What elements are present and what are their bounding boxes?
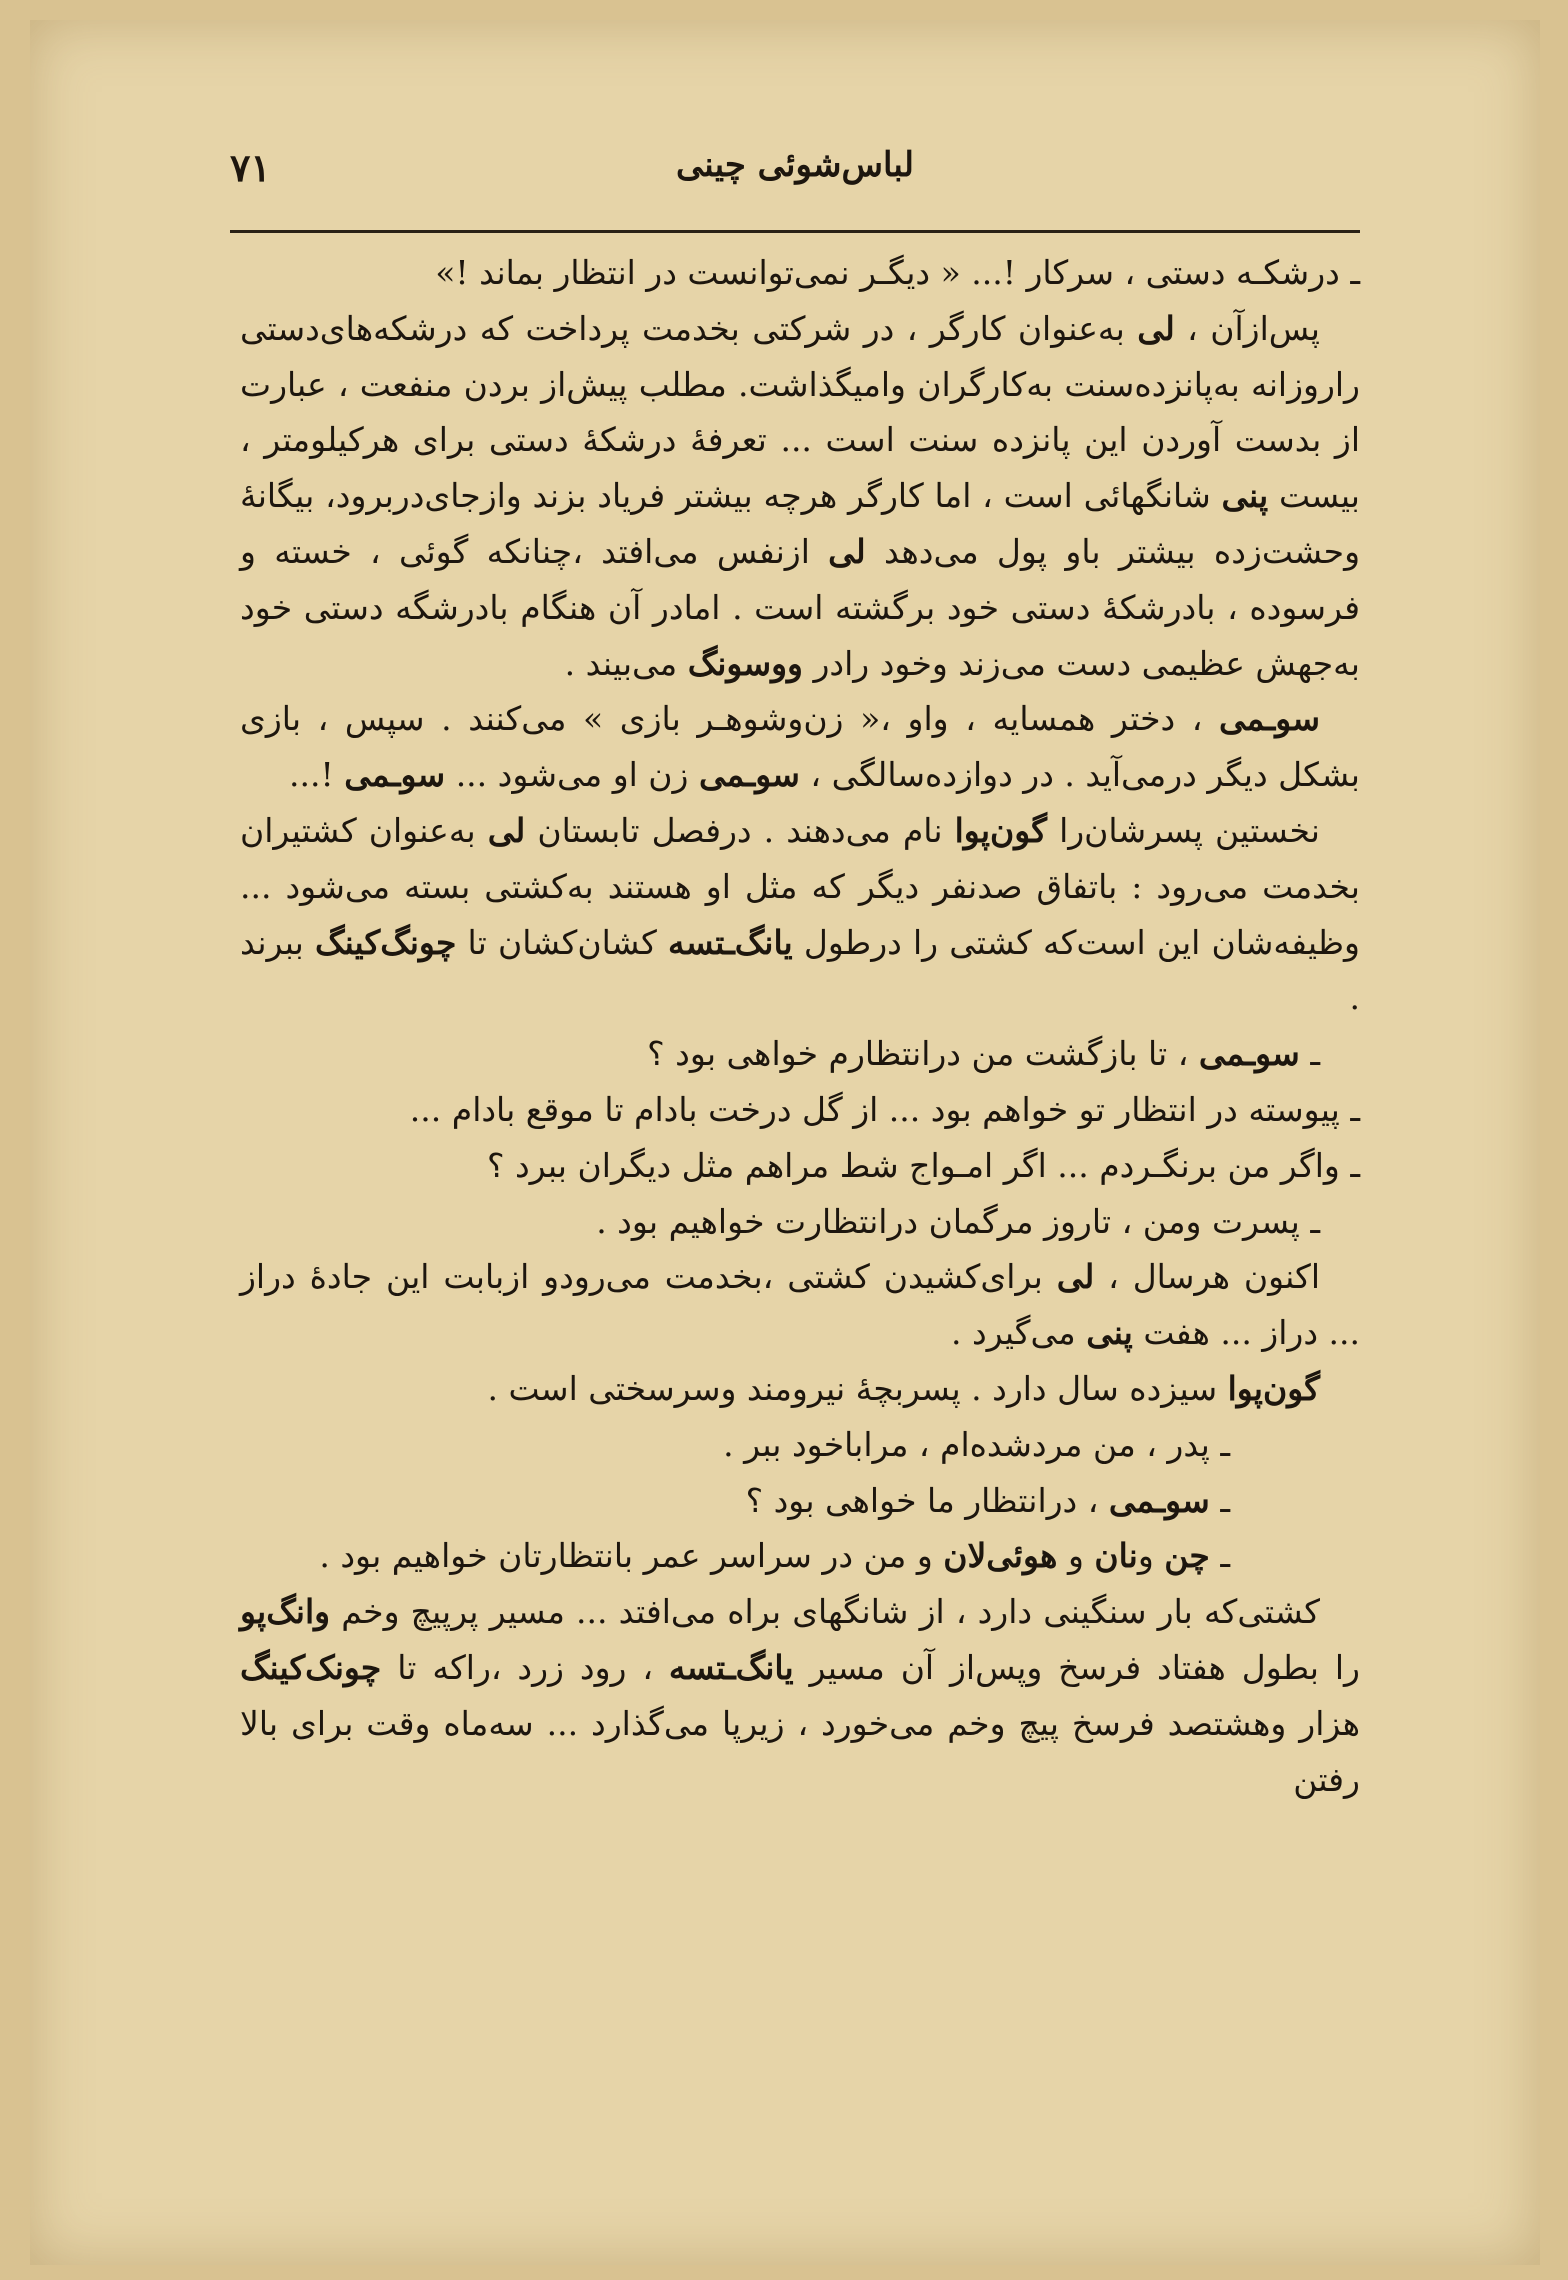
bold-name: سوـمی <box>698 755 800 795</box>
text-run: و من در سراسر عمر بانتظارتان خواهیم بود . <box>319 1536 944 1576</box>
bold-name: سوـمی <box>1198 1034 1300 1074</box>
text-run: به‌عنوان کشتیران بخدمت می‌رود : باتفاق صدنفر دیگر که مثل او هستند به‌کشتی بسته می‌شود ... وظیفه‌شان این است‌که کشتی را درطول <box>240 810 1360 962</box>
text-run: ـ پیوسته در انتظار تو خواهم بود ... از گل درخت بادام تا موقع بادام ... <box>409 1089 1360 1129</box>
running-title: لباس‌شوئی چینی <box>675 145 915 185</box>
bold-name: یانگ‌ـتسه <box>668 922 793 962</box>
paragraph <box>240 1082 1360 1138</box>
text-run: ، تا بازگشت من درانتظارم خواهی بود ؟ <box>647 1034 1199 1074</box>
text-run: سیزده سال دارد . پسربچهٔ نیرومند وسرسختی است . <box>487 1368 1228 1408</box>
body-text <box>240 245 1360 1807</box>
text-run: ـ <box>1209 1536 1230 1576</box>
paragraph <box>240 1194 1360 1250</box>
book-page <box>30 20 1540 2265</box>
text-run: برای‌کشیدن کشتی ،بخدمت می‌رودو ازبابت این جادهٔ دراز ... دراز ... هفت <box>240 1257 1360 1353</box>
bold-name: لی <box>1056 1257 1095 1297</box>
bold-name: نان <box>1094 1536 1138 1576</box>
page-header <box>230 145 1360 205</box>
text-run: می‌گیرد . <box>950 1313 1087 1353</box>
header-rule <box>230 230 1360 233</box>
text-run: کشان‌کشان تا <box>456 922 669 962</box>
text-run: می‌بیند . <box>564 643 688 683</box>
paragraph <box>240 301 1360 692</box>
bold-name: هوئی‌لان <box>943 1536 1058 1576</box>
bold-name: چونک‌کینگ <box>240 1647 382 1687</box>
paragraph <box>240 1584 1360 1807</box>
paragraph <box>240 1361 1360 1417</box>
text-run: زن او می‌شود ... <box>445 755 699 795</box>
bold-name: سو‌ـمی <box>1219 699 1320 739</box>
text-run: ـ پدر ، من مردشده‌ام ، مراباخود ببر . <box>723 1424 1230 1464</box>
text-run: اکنون هرسال ، <box>1094 1257 1321 1297</box>
text-run: ببرند . <box>240 922 1360 1018</box>
paragraph <box>240 1138 1360 1194</box>
text-run: !... <box>289 755 345 795</box>
bold-name: ووسونگ <box>687 643 803 683</box>
bold-name: چونگ‌کینگ <box>315 922 457 962</box>
text-run: نخستین پسرشان‌را <box>1047 810 1320 850</box>
text-run: شانگهائی است ، اما کارگر هرچه بیشتر فریاد بزند وازجای‌دربرود، بیگانهٔ وحشت‌زده بیشتر باو پول می‌دهد <box>240 476 1361 571</box>
text-run: را بطول هفتاد فرسخ وپس‌از آن مسیر <box>793 1647 1360 1687</box>
text-run: ـ پسرت ومن ، تاروز مرگمان درانتظارت خواهیم بود . <box>596 1201 1320 1241</box>
paragraph <box>240 1417 1360 1473</box>
text-run: نام می‌دهند . درفصل تابستان <box>525 810 955 850</box>
bold-name: سوـمی <box>344 755 446 795</box>
paragraph <box>240 245 1360 301</box>
bold-name: لی <box>487 810 526 850</box>
bold-name: گون‌پوا <box>954 810 1048 850</box>
paragraph <box>240 1473 1360 1529</box>
text-run: ازنفس می‌افتد ،چنانکه گوئی ، خسته و فرسوده ، بادرشکهٔ دستی خود برگشته است . امادر آن هنگام بادرشگه دستی خود به‌جهش عظیمی دست می‌زند وخود رادر <box>240 531 1360 683</box>
text-run: ، دختر همسایه ، واو ،« زن‌وشوهـر بازی » می‌کنند . سپس ، بازی بشکل دیگر درمی‌آید . در دوازده‌سالگی ، <box>240 699 1360 795</box>
text-run: ـ درشکـه دستی ، سرکار !... « دیگـر نمی‌توانست در انتظار بماند !» <box>435 253 1360 292</box>
bold-name: پنی <box>1221 476 1269 516</box>
bold-name: لی <box>1137 308 1175 348</box>
text-run: ـ <box>1299 1034 1320 1074</box>
text-run: ، درانتظار ما خواهی بود ؟ <box>745 1480 1109 1520</box>
paragraph <box>240 1528 1360 1584</box>
text-run: هزار وهشتصد فرسخ پیچ وخم می‌خورد ، زیرپا می‌گذارد ... سه‌ماه وقت برای بالا رفتن <box>240 1703 1360 1799</box>
paragraph <box>240 1249 1360 1361</box>
text-run: پس‌ازآن ، <box>1174 308 1320 348</box>
text-run: ، رود زرد ،راکه تا <box>381 1647 669 1687</box>
text-run: ـ <box>1209 1480 1230 1520</box>
bold-name: لی <box>828 531 866 571</box>
bold-name: چن <box>1164 1536 1210 1576</box>
paragraph <box>240 803 1360 1026</box>
bold-name: سوـمی <box>1108 1480 1210 1520</box>
bold-name: گون‌پوا <box>1227 1368 1320 1408</box>
text-run: و <box>1137 1536 1165 1576</box>
bold-name: وانگ‌پو <box>240 1592 331 1632</box>
text-run: و <box>1057 1536 1095 1576</box>
text-run: به‌عنوان کارگر ، در شرکتی بخدمت پرداخت که درشکه‌های‌دستی راروزانه به‌پانزده‌سنت به‌کارگران وامیگذاشت. مطلب پیش‌از بردن منفعت ، عبارت از بدست آوردن این پانزده سنت است ... تعرفهٔ درشکهٔ دستی برای هرکیلومتر ، بیست <box>240 308 1361 516</box>
paragraph <box>240 691 1360 803</box>
paragraph <box>240 1026 1360 1082</box>
text-run: ـ واگر من برنگـردم ... اگر امـواج شط مراهم مثل دیگران ببرد ؟ <box>486 1145 1360 1185</box>
bold-name: یانگ‌ـتسه <box>668 1647 794 1687</box>
page-number: ۷۱ <box>230 145 271 190</box>
text-run: کشتی‌که بار سنگینی دارد ، از شانگهای براه می‌افتد ... مسیر پرپیچ وخم <box>330 1592 1320 1632</box>
bold-name: پنی <box>1086 1313 1133 1353</box>
